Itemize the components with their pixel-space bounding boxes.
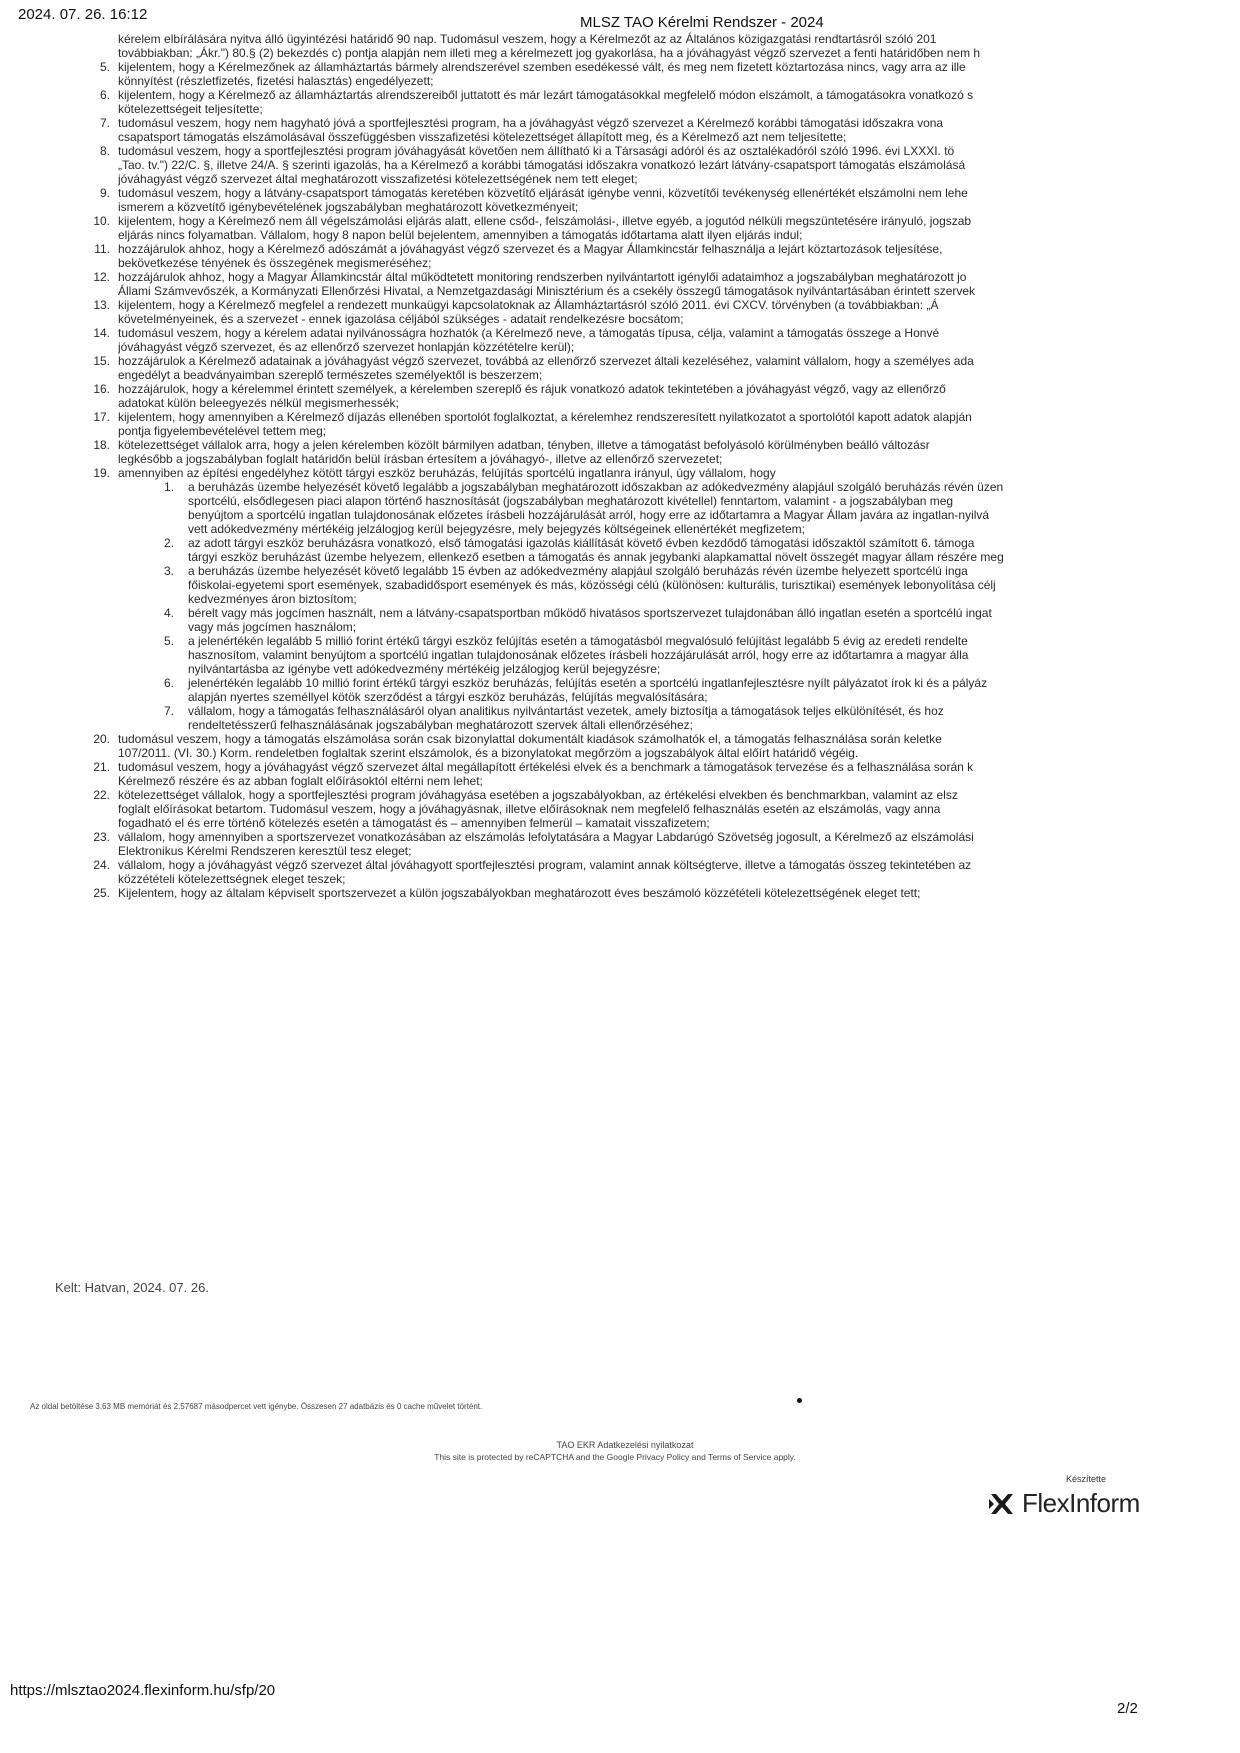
text-line: jóváhagyást végző szervezet által meghatározott visszafizetési kötelezettségének nem tett eleget; bbox=[118, 172, 638, 186]
text-line: kijelentem, hogy amennyiben a Kérelmező díjazás ellenében sportolót foglalkoztat, a kérelemhez rendszeresített nyilatkozatot a sportolótól kapott adatok alapján bbox=[118, 410, 972, 424]
text-line: közzétételi kötelezettségnek eleget teszek; bbox=[118, 872, 346, 886]
text-line: pontja figyelembevételével tettem meg; bbox=[118, 424, 327, 438]
text-line: vállalom, hogy a támogatás felhasználásáról olyan analitikus nyilvántartást vezetek, amely biztosítja a támogatások teljes elkülönítését, és hoz bbox=[188, 704, 944, 718]
text-line: sportcélú, elsődlegesen piaci alapon történő hasznosítását (jogszabályban meghatározott kivétellel) fenntartom, valamint - a jogszabályban meg bbox=[188, 494, 954, 508]
item-number: 1. bbox=[163, 480, 174, 494]
page-url: https://mlsztao2024.flexinform.hu/sfp/20 bbox=[10, 1682, 276, 1699]
item-number: 3. bbox=[163, 564, 174, 578]
declaration-item bbox=[88, 270, 1163, 298]
text-line: vett adókedvezmény mértékéig jelzálogjog kerül bejegyzésre, mely bejegyzés költségeinek ellenértékét megfizetem; bbox=[188, 522, 805, 536]
text-line: legkésőbb a jogszabályban foglalt határidőn belül írásban értesítem a jóváhagyó-, illetve az ellenőrző szervezetet; bbox=[118, 452, 723, 466]
declaration-item bbox=[88, 214, 1163, 242]
declaration-item bbox=[88, 438, 1163, 466]
item-number: 12. bbox=[93, 270, 110, 284]
item-number: 10. bbox=[93, 214, 110, 228]
declaration-item bbox=[88, 326, 1163, 354]
text-line: kérelem elbírálására nyitva álló ügyintézési határidő 90 nap. Tudomásul veszem, hogy a Kérelmezőt az az Általános közigazgatási rendtartásról szóló 201 bbox=[118, 32, 937, 46]
item-number: 8. bbox=[99, 144, 110, 158]
text-line: Kijelentem, hogy az általam képviselt sportszervezet a külön jogszabályokban meghatározott éves beszámoló közzétételi kötelezettségének eleget tett; bbox=[118, 886, 921, 900]
text-line: hozzájárulok, hogy a kérelemmel érintett személyek, a kérelemben szereplő és rájuk vonatkozó adatok tekintetében a jóváhagyást végző, vagy az ellenőrző bbox=[118, 382, 946, 396]
declaration-item bbox=[88, 830, 1163, 858]
declaration-items-continued bbox=[88, 732, 1163, 900]
text-line: tudomásul veszem, hogy a látvány-csapatsport támogatás keretében közvetítő eljárását igénybe venni, közvetítői tevékenység ellenértékét elszámolni nem lehe bbox=[118, 186, 968, 200]
item-number: 25. bbox=[93, 886, 110, 900]
text-line: nyilvántartásba az igénybe vett adókedvezmény mértékéig jelzálogjog kerül bejegyzésre; bbox=[188, 662, 661, 676]
text-line: kötelezettséget vállalok arra, hogy a jelen kérelemben közölt bármilyen adatban, tényben, illetve a támogatást befolyásoló körülményben beálló változásr bbox=[118, 438, 930, 452]
text-line: fogadható el és erre történő kötelezés esetén a támogatást és – amennyiben felmerül – kamatait visszafizetem; bbox=[118, 816, 710, 830]
text-line: kijelentem, hogy a Kérelmező az államháztartás alrendszereiből juttatott és már lezárt támogatásokkal megfelelő módon elszámolt, a támogatásokra vonatkozó s bbox=[118, 88, 974, 102]
item-number: 11. bbox=[94, 242, 110, 256]
text-line: a beruházás üzembe helyezését követő legalább 15 évben az adókedvezmény alapjául szolgáló beruházás révén üzembe helyezett sportcélú inga bbox=[188, 564, 968, 578]
item-number: 7. bbox=[163, 704, 174, 718]
item-number: 23. bbox=[93, 830, 110, 844]
text-line: kötelezettséget vállalok, hogy a sportfejlesztési program jóváhagyása esetében a jogszabályokban, az értékelési elvekben és benchmarkban, valamint az elsz bbox=[118, 788, 958, 802]
text-line: hozzájárulok ahhoz, hogy a Kérelmező adószámát a jóváhagyást végző szervezet és a Magyar Államkincstár felhasználja a lejárt köztartozások teljesítése, bbox=[118, 242, 943, 256]
text-line: vállalom, hogy a jóváhagyást végző szervezet által jóváhagyott sportfejlesztési program, valamint annak költségterve, illetve a támogatás összeg tekintetében az bbox=[118, 858, 972, 872]
text-line: Elektronikus Kérelmi Rendszeren keresztül tesz eleget; bbox=[118, 844, 412, 858]
text-line: adatokat külön beleegyezés nélkül megismerhessék; bbox=[118, 396, 399, 410]
item-number: 6. bbox=[99, 88, 110, 102]
text-line: a jelenértékén legalább 5 millió forint értékű tárgyi eszköz felújítás esetén a támogatásból megvalósuló felújítást legalább 5 évig az eredeti rendelte bbox=[188, 634, 968, 648]
declaration-subitem bbox=[88, 606, 1163, 634]
text-line: rendeltetésszerű felhasználásának jogszabályban meghatározott szervek általi ellenőrzéséhez; bbox=[188, 718, 693, 732]
item-number: 4. bbox=[163, 606, 174, 620]
declaration-item bbox=[88, 298, 1163, 326]
text-line: hasznosítom, valamint benyújtom a sportcélú ingatlan tulajdonosának előzetes írásbeli hozzájárulását arról, hogy erre az időtartamra a magyar álla bbox=[188, 648, 969, 662]
continuation-paragraph bbox=[88, 32, 1163, 60]
item-number: 15. bbox=[93, 354, 110, 368]
recaptcha-notice: This site is protected by reCAPTCHA and the Google Privacy Policy and Terms of Service apply. bbox=[434, 1452, 796, 1462]
item-number: 7. bbox=[99, 116, 110, 130]
text-line: tudomásul veszem, hogy a jóváhagyást végző szervezet által megállapított értékelési elvek és a benchmark a támogatások tervezése és a felhasználása során k bbox=[118, 760, 974, 774]
declaration-item bbox=[88, 186, 1163, 214]
item-number: 19. bbox=[93, 466, 110, 480]
text-line: könnyítést (részletfizetés, fizetési halasztás) engedélyezett; bbox=[118, 74, 434, 88]
declaration-item bbox=[88, 760, 1163, 788]
text-line: kijelentem, hogy a Kérelmező nem áll végelszámolási eljárás alatt, ellene csőd-, felszámolási-, illetve egyéb, a jogutód nélküli megszüntetésére irányuló, jogszab bbox=[118, 214, 972, 228]
logo-name: FlexInform bbox=[1022, 1488, 1140, 1518]
text-line: „Tao. tv.") 22/C. §, illetve 24/A. § szerinti igazolás, ha a Kérelmező a korábbi támogatási időszakra vonatkozó lezárt látvány-csapatsport támogatás elszámolásá bbox=[118, 158, 966, 172]
item-number: 6. bbox=[163, 676, 174, 690]
text-line: az adott tárgyi eszköz beruházásra vonatkozó, első támogatási igazolás kiállítását követő évben kezdődő támogatási időszaktól számított 6. támoga bbox=[188, 536, 975, 550]
declaration-item bbox=[88, 732, 1163, 760]
declaration-subitem bbox=[88, 676, 1163, 704]
text-line: jelenértékén legalább 10 millió forint értékű tárgyi eszköz beruházás, felújítás esetén a sportcélú ingatlanfejlesztésre nyílt pályázatot írok ki és a pályáz bbox=[188, 676, 988, 690]
declaration-item bbox=[88, 354, 1163, 382]
text-line: főiskolai-egyetemi sport események, szabadidősport események és más, közösségi célú (különösen: kulturális, turisztikai) események lebonyolítása célj bbox=[188, 578, 996, 592]
declaration-item bbox=[88, 88, 1163, 116]
item-number: 14. bbox=[93, 326, 110, 340]
item-number: 21. bbox=[93, 760, 110, 774]
item-number: 5. bbox=[163, 634, 174, 648]
logo-label: Készítette bbox=[1066, 1474, 1107, 1484]
declaration-item bbox=[88, 242, 1163, 270]
text-line: alapján nyertes személlyel kötök szerződést a tárgyi eszköz beruházás, felújítás megvalósítására; bbox=[188, 690, 708, 704]
flexinform-x-icon bbox=[988, 1490, 1016, 1518]
text-line: amennyiben az építési engedélyhez kötött tárgyi eszköz beruházás, felújítás sportcélú ingatlanra irányul, úgy vállalom, hogy bbox=[118, 466, 776, 480]
text-line: tudomásul veszem, hogy a kérelem adatai nyilvánosságra hozhatók (a Kérelmező neve, a támogatás típusa, célja, valamint a támogatás összege a Honvé bbox=[118, 326, 940, 340]
item-number: 18. bbox=[93, 438, 110, 452]
text-line: ismerem a közvetítő igénybevételének jogszabályban meghatározott következményeit; bbox=[118, 200, 579, 214]
print-datetime: 2024. 07. 26. 16:12 bbox=[18, 6, 148, 23]
declaration-subitem bbox=[88, 704, 1163, 732]
dot-mark bbox=[797, 1398, 802, 1403]
declaration-subitem bbox=[88, 564, 1163, 606]
declaration-item bbox=[88, 60, 1163, 88]
declaration-item bbox=[88, 858, 1163, 886]
declaration-subitems bbox=[88, 480, 1163, 732]
text-line: vagy más jogcímen használom; bbox=[188, 620, 357, 634]
item-number: 5. bbox=[99, 60, 110, 74]
text-line: eljárás nincs folyamatban. Vállalom, hogy 8 napon belül bejelentem, amennyiben a támogatás időtartama alatt ilyen eljárás indul; bbox=[118, 228, 803, 242]
text-line: tudomásul veszem, hogy a támogatás elszámolása során csak bizonylattal dokumentált kiadások számolhatók el, a támogatás felhasználása során keletke bbox=[118, 732, 942, 746]
item-number: 13. bbox=[93, 298, 110, 312]
declaration-item bbox=[88, 788, 1163, 830]
text-line: 107/2011. (VI. 30.) Korm. rendeletben foglaltak szerint elszámolok, és a bizonylatokat megőrzöm a jogszabályok által előírt határidő végéig. bbox=[118, 746, 859, 760]
item-number: 9. bbox=[99, 186, 110, 200]
text-line: kedvezményes áron biztosítom; bbox=[188, 592, 357, 606]
text-line: továbbiakban: „Ákr.") 80.§ (2) bekezdés c) pontja alapján nem illeti meg a kérelmezett jog gyakorlása, ha a jóváhagyást végző szervezet a fenti határidőben nem h bbox=[118, 46, 981, 60]
text-line: tudomásul veszem, hogy a sportfejlesztési program jóváhagyását követően nem állítható ki a Társasági adóról és az osztalékadóról szóló 1996. évi LXXXI. tö bbox=[118, 144, 955, 158]
text-line: engedélyt a beadványaimban szereplő természetes személyektől is beszerzem; bbox=[118, 368, 543, 382]
item-number: 16. bbox=[93, 382, 110, 396]
text-line: csapatsport támogatás elszámolásával összefüggésben visszafizetési kötelezettséget állapított meg, és a Kérelmező azt nem teljesítette; bbox=[118, 130, 847, 144]
declaration-item bbox=[88, 144, 1163, 186]
text-line: benyújtom a sportcélú ingatlan tulajdonosának előzetes írásbeli hozzájárulását arról, hogy erre az időtartamra a Magyar Állam javára az ingatlan-nyilvá bbox=[188, 508, 990, 522]
flexinform-logo[interactable] bbox=[988, 1474, 1148, 1524]
text-line: tárgyi eszköz beruházást üzembe helyezem, ellenkező esetben a támogatás és annak jegybanki alapkamattal növelt összegét magyar állam részére meg bbox=[188, 550, 1004, 564]
text-line: bekövetkezése tényének és összegének megismeréséhez; bbox=[118, 256, 432, 270]
declaration-item bbox=[88, 410, 1163, 438]
text-line: kijelentem, hogy a Kérelmező megfelel a rendezett munkaügyi kapcsolatoknak az Államháztartásról szóló 2011. évi CXCV. törvényben (a továbbiakban: „Á bbox=[118, 298, 939, 312]
text-line: Állami Számvevőszék, a Kormányzati Ellenőrzési Hivatal, a Nemzetgazdasági Minisztérium és a csekély összegű támogatások nyilvántartásában érintett szervek bbox=[118, 284, 976, 298]
text-line: a beruházás üzembe helyezését követő legalább a jogszabályban meghatározott időszakban az adókedvezmény alapjául szolgáló beruházás révén üzen bbox=[188, 480, 1004, 494]
text-line: kijelentem, hogy a Kérelmezőnek az államháztartás bármely alrendszerével szemben esedékessé vált, és meg nem fizetett köztartozása nincs, vagy arra az ille bbox=[118, 60, 966, 74]
text-line: hozzájárulok ahhoz, hogy a Magyar Államkincstár által működtetett monitoring rendszerben nyilvántartott igénylői adataimhoz a jogszabályban meghatározott jo bbox=[118, 270, 967, 284]
text-line: követelményeinek, és a szervezet - ennek igazolása céljából szükséges - adatait rendelkezésre bocsátom; bbox=[118, 312, 684, 326]
declaration-item bbox=[88, 382, 1163, 410]
declaration-list bbox=[88, 32, 1163, 900]
text-line: hozzájárulok a Kérelmező adatainak a jóváhagyást végző szervezet, továbbá az ellenőrző szervezet általi kezeléséhez, valamint vállalom, hogy a személyes ada bbox=[118, 354, 974, 368]
declaration-subitem bbox=[88, 634, 1163, 676]
privacy-statement-link[interactable]: TAO EKR Adatkezelési nyilatkozat bbox=[556, 1440, 694, 1450]
text-line: tudomásul veszem, hogy nem hagyható jóvá a sportfejlesztési program, ha a jóváhagyást végző szervezet a Kérelmező korábbi támogatási időszakra vona bbox=[118, 116, 944, 130]
declaration-subitem bbox=[88, 480, 1163, 536]
text-line: jóváhagyást végző szervezet, és az ellenőrző szervezet honlapján közzétételre kerül); bbox=[118, 340, 575, 354]
text-line: bérelt vagy más jogcímen használt, nem a látvány-csapatsportban működő hivatásos sportszervezet tulajdonában álló ingatlan esetén a sportcélú ingat bbox=[188, 606, 992, 620]
declaration-item bbox=[88, 116, 1163, 144]
item-number: 17. bbox=[93, 410, 110, 424]
item-number: 24. bbox=[93, 858, 110, 872]
declaration-item bbox=[88, 466, 1163, 480]
declaration-subitem bbox=[88, 536, 1163, 564]
text-line: vállalom, hogy amennyiben a sportszervezet vonatkozásában az elszámolás lefolytatására a Magyar Labdarúgó Szövetség jogosult, a Kérelmező az elszámolási bbox=[118, 830, 974, 844]
text-line: foglalt előírásokat betartom. Tudomásul veszem, hogy a jóváhagyásnak, illetve előírásoknak nem megfelelő felhasználás esetén az elszámolás, vagy anna bbox=[118, 802, 941, 816]
signature-date: Kelt: Hatvan, 2024. 07. 26. bbox=[55, 1280, 209, 1295]
declaration-item bbox=[88, 886, 1163, 900]
item-number: 2. bbox=[163, 536, 174, 550]
declaration-items bbox=[88, 60, 1163, 480]
text-line: kötelezettségeit teljesítette; bbox=[118, 102, 263, 116]
page-number: 2/2 bbox=[1117, 1700, 1138, 1717]
item-number: 22. bbox=[93, 788, 110, 802]
page-title: MLSZ TAO Kérelmi Rendszer - 2024 bbox=[580, 14, 824, 31]
page-load-stats: Az oldal betöltése 3.63 MB memóriát és 2.57687 másodpercet vett igénybe. Összesen 27 adatbázis és 0 cache művelet történt. bbox=[30, 1402, 483, 1411]
item-number: 20. bbox=[93, 732, 110, 746]
text-line: Kérelmező részére és az abban foglalt előírásoktól eltérni nem lehet; bbox=[118, 774, 483, 788]
